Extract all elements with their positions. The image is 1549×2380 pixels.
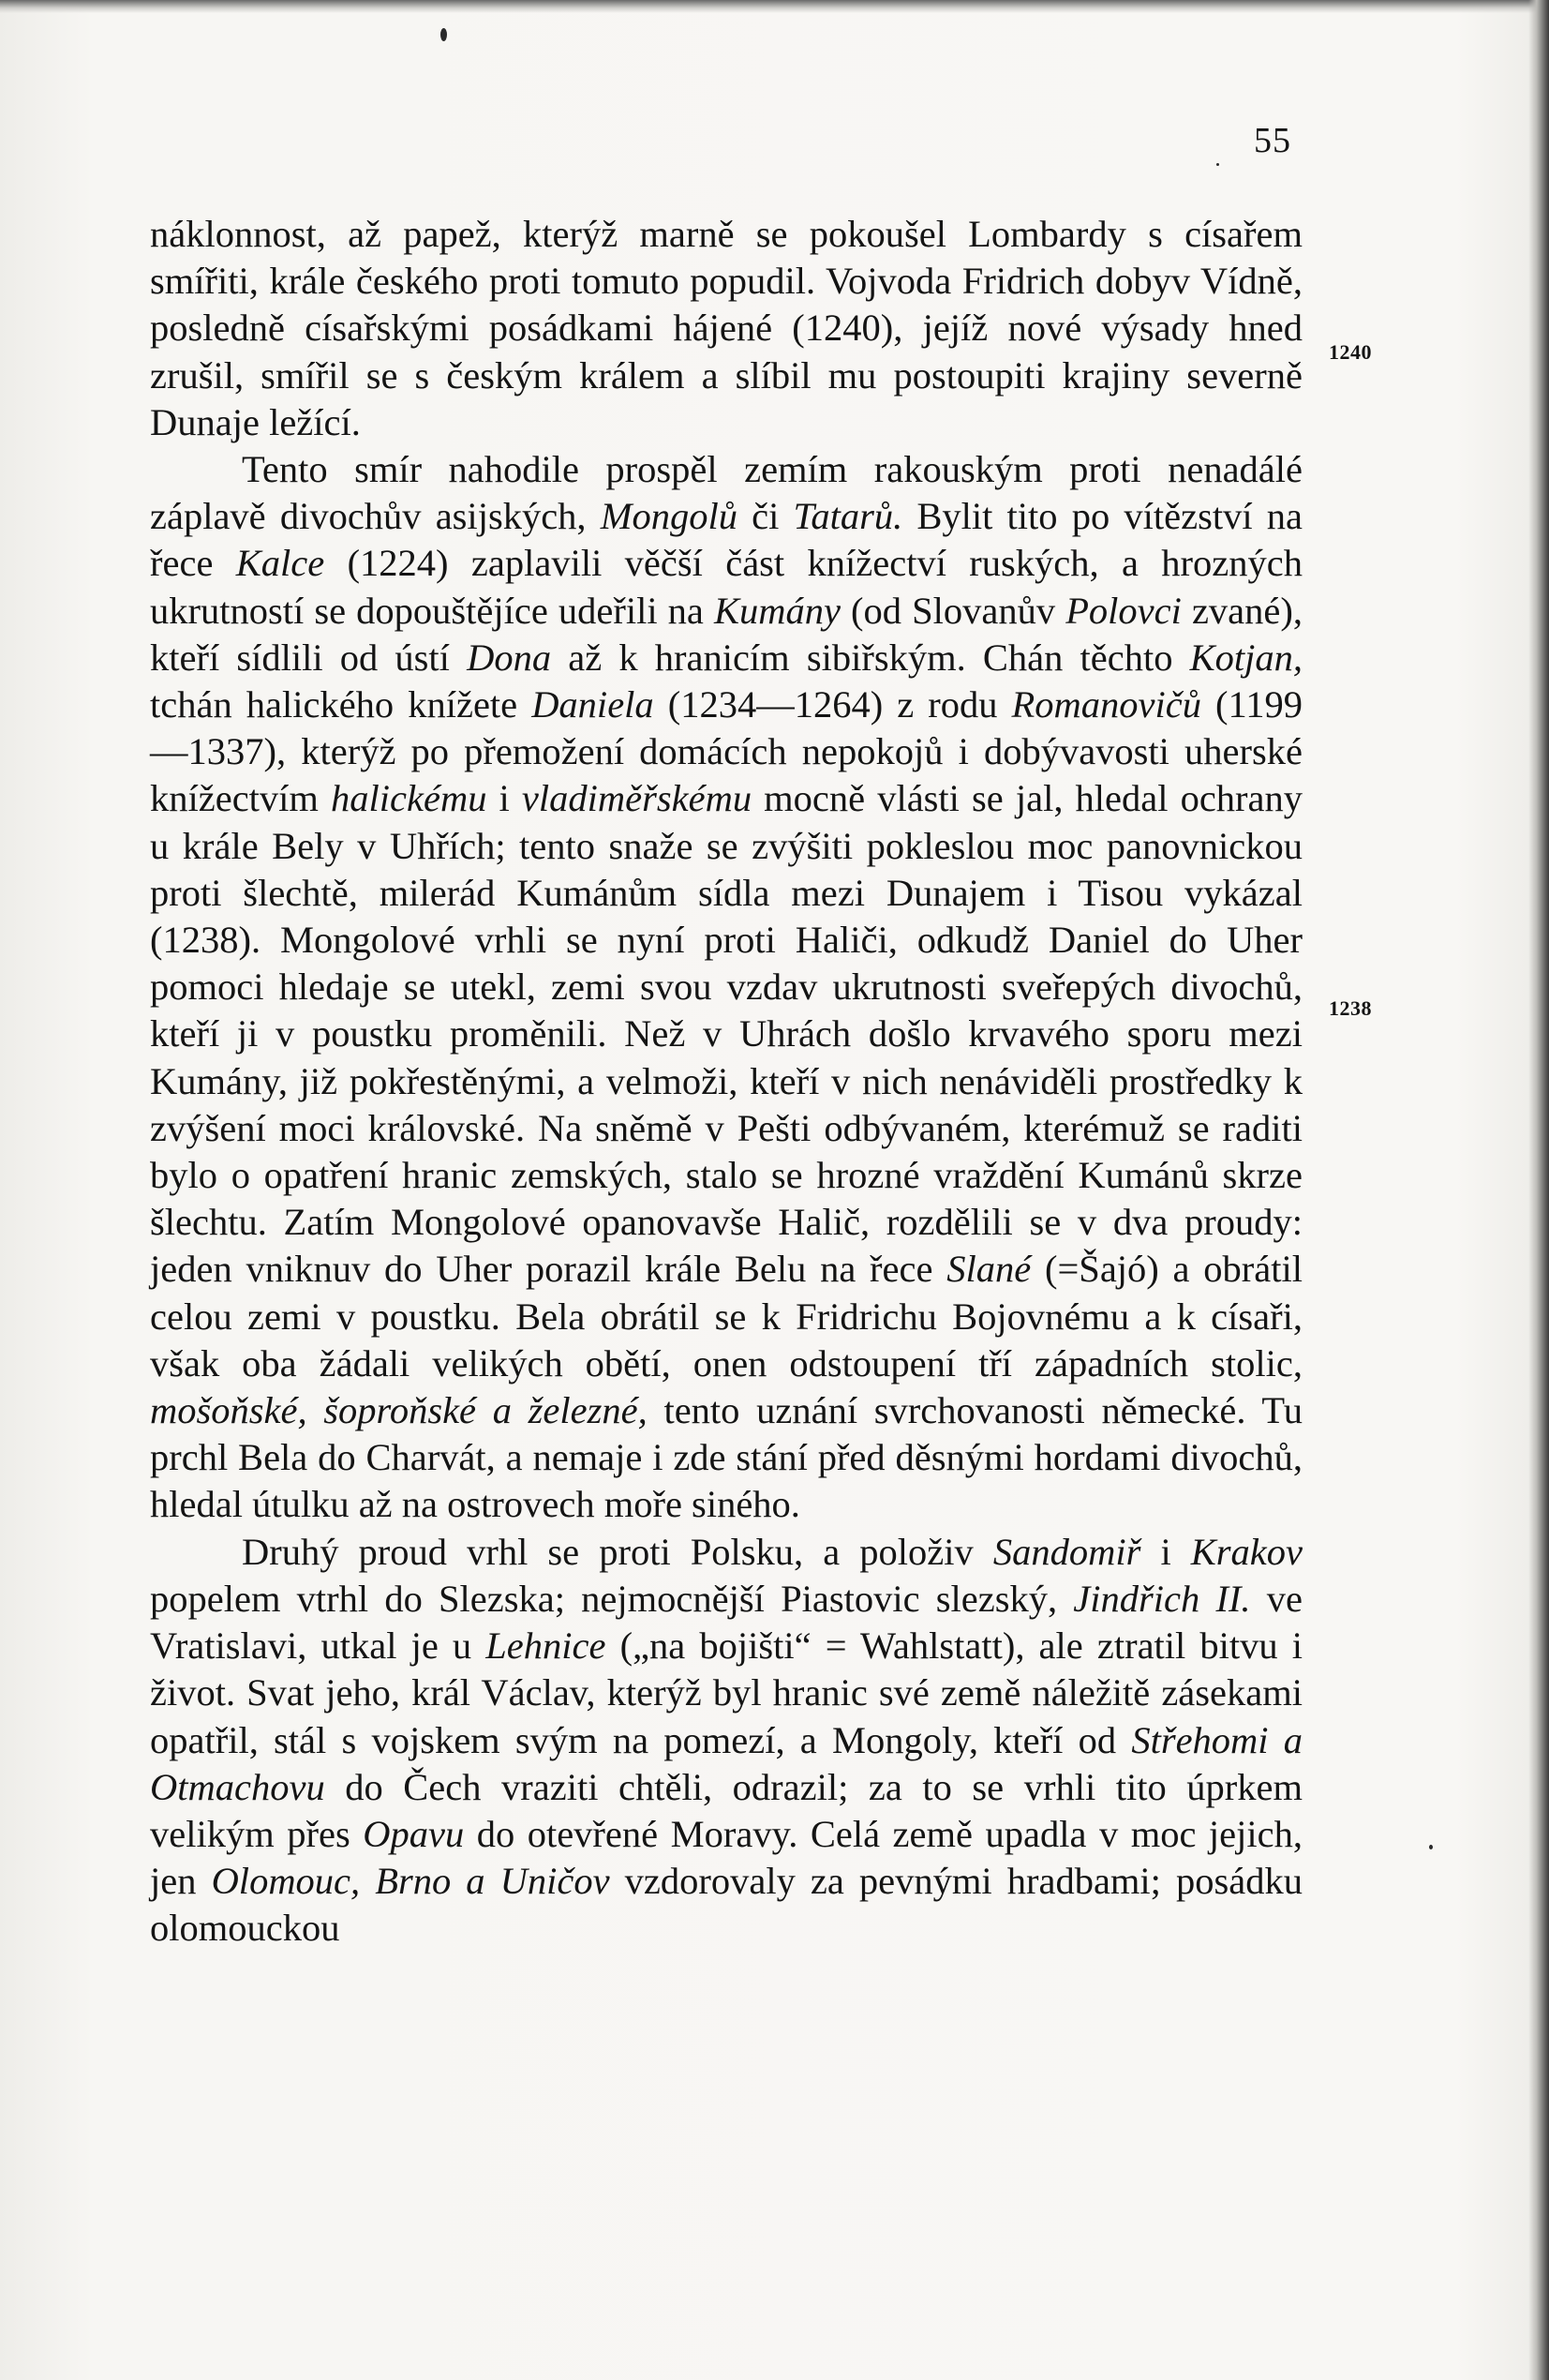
- text-run: do otevřené Moravy. Celá země upadla v moc jejich, jen: [150, 1812, 1303, 1903]
- text-run: do Čech vraziti chtěli, odrazil; za to se vrhli tito úprkem velikým přes: [150, 1765, 1303, 1855]
- ink-speck: [1429, 1845, 1433, 1849]
- italic-term: Krakov: [1190, 1530, 1303, 1573]
- text-run: (=Šajó) a obrátil celou zemi v poustku. Bela obrátil se k Fridrichu Bojovnému a k císaři, však oba žádali velikých obětí, onen odstoupení tří západních stolic,: [150, 1248, 1303, 1385]
- text-run: Bylit tito po vítězství na řece: [150, 495, 1303, 585]
- paragraph-3: [150, 1529, 1303, 1953]
- italic-term: Kotjan,: [1189, 636, 1303, 679]
- italic-term: vladiměřskému: [521, 777, 752, 820]
- italic-term: Polovci: [1065, 589, 1182, 632]
- ink-speck: [440, 28, 447, 41]
- scan-top-edge: [0, 0, 1549, 13]
- italic-term: Opavu: [363, 1812, 465, 1855]
- italic-term: Tatarů.: [793, 495, 903, 538]
- text-run: popelem vtrhl do Slezska; nejmocnější Piastovic slezský,: [150, 1577, 1074, 1620]
- text-run: ve Vratislavi, utkal je u: [150, 1577, 1303, 1668]
- margin-year-1240: 1240: [1329, 340, 1372, 364]
- italic-term: Romanovičů: [1011, 683, 1201, 726]
- text-run: až k hranicím sibiřským. Chán těchto: [551, 636, 1190, 679]
- text-run: („na bojišti“ = Wahlstatt), ale ztratil bitvu i život. Svat jeho, král Václav, kterýž byl hranic své země náležitě zásekami opatřil, stál s vojskem svým na pomezí, a Mongoly, kteří od: [150, 1624, 1303, 1761]
- text-run: tchán halického knížete: [150, 683, 532, 726]
- text-run: (1234—1264) z rodu: [653, 683, 1012, 726]
- italic-term: halickému: [331, 777, 487, 820]
- page-number: 55: [1254, 121, 1291, 160]
- text-run: i: [486, 777, 522, 820]
- italic-term: Sandomiř: [992, 1530, 1141, 1573]
- text-run: či: [737, 495, 794, 538]
- italic-term: Slané: [946, 1248, 1032, 1291]
- text-run: i: [1140, 1530, 1191, 1573]
- italic-term: Daniela: [531, 683, 654, 726]
- text-run: (od Slovanův: [840, 589, 1066, 632]
- scan-right-edge: [1528, 0, 1549, 2380]
- margin-year-1238: 1238: [1329, 996, 1372, 1020]
- italic-term: Jindřich II.: [1073, 1577, 1251, 1620]
- italic-term: Střehomi a Otmachovu: [150, 1718, 1303, 1808]
- paragraph-1: [150, 211, 1303, 446]
- text-run: tento uznání svrchovanosti německé. Tu prchl Bela do Charvát, a nemaje i zde stání před děsnými hordami divochů, hledal útulku až na ostrovech moře siného.: [150, 1389, 1303, 1526]
- text-run: zvané), kteří sídlili od ústí: [150, 589, 1303, 679]
- text-run: (1224) zaplavili věčší část knížectví ruských, a hrozných ukrutností se dopouštějíce udeřili na: [150, 542, 1303, 632]
- body-text: [150, 211, 1303, 1953]
- italic-term: Olomouc, Brno a Uničov: [211, 1860, 610, 1903]
- italic-term: Kumány: [713, 589, 841, 632]
- text-run: náklonnost, až papež, kterýž marně se pokoušel Lombardy s císařem smířiti, krále českého proti tomuto popudil. Vojvoda Fridrich dobyv Vídně, posledně císařskými posádkami hájené (1240), jejíž nové výsady hned zrušil, smířil se s českým králem a slíbil mu postoupiti krajiny severně Dunaje ležící.: [150, 213, 1303, 443]
- italic-term: Lehnice: [485, 1624, 606, 1668]
- text-run: mocně vlásti se jal, hledal ochrany u krále Bely v Uhřích; tento snaže se zvýšiti pokleslou moc panovnickou proti šlechtě, milerád Kumánům sídla mezi Dunajem i Tisou vykázal (1238). Mongolové vrhli se nyní proti Haliči, odkudž Daniel do Uher pomoci hledaje se utekl, zemi svou vzdav ukrutnosti sveřepých divochů, kteří ji v poustku proměnili. Než v Uhrách došlo krvavého sporu mezi Kumány, již pokřestěnými, a velmoži, kteří v nich nenáviděli prostředky k zvýšení moci královské. Na sněmě v Pešti odbývaném, kterémuž se raditi bylo o opatření hranic zemských, stalo se hrozné vraždění Kumánů skrze šlechtu. Zatím Mongolové opanovavše Halič, rozdělili se v dva proudy: jeden vniknuv do Uher porazil krále Belu na řece: [150, 777, 1303, 1291]
- italic-term: Dona: [467, 636, 552, 679]
- italic-term: Mongolů: [600, 495, 737, 538]
- text-run: (1199—1337), kterýž po přemožení domácích nepokojů i dobývavosti uherské knížectvím: [150, 683, 1303, 820]
- italic-term: Kalce: [235, 542, 325, 585]
- text-run: Druhý proud vrhl se proti Polsku, a položiv: [242, 1530, 993, 1573]
- text-run: vzdorovaly za pevnými hradbami; posádku olomouckou: [150, 1860, 1303, 1950]
- text-run: Tento smír nahodile prospěl zemím rakouským proti nenadálé záplavě divochův asijských,: [150, 448, 1303, 538]
- italic-term: mošoňské, šoproňské a železné,: [150, 1389, 648, 1432]
- ink-speck: [1216, 163, 1219, 166]
- paragraph-2: [150, 446, 1303, 1529]
